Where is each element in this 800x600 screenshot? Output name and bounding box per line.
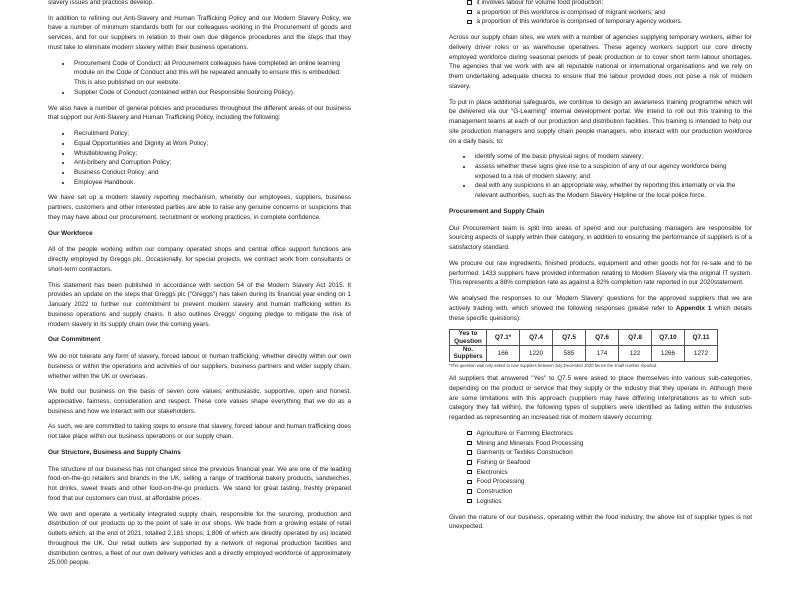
appendix-reference: Appendix 1 (675, 304, 712, 312)
list-item: • Equal Opportunities and Dignity at Work Policy; (72, 139, 351, 149)
list-item: • deal with any suspicions in an appropriate way, whether by reporting this internally or via the relevant authorities, such as the Modern Slavery Helpline or the local police force. (473, 181, 752, 200)
list-item: Logistics (473, 497, 752, 507)
list-item: • Supplier Code of Conduct (contained within our Responsible Sourcing Policy). (72, 88, 351, 98)
row-header: Yes to Question (450, 330, 487, 346)
paragraph: All of the people working within our company operated shops and central office support functions are directly employed by Greggs plc. Occasionally, for special projects, we contract work from consultants or short-term contractors. (48, 246, 351, 273)
paragraph: This statement has been published in accordance with section 54 of the Modern Slavery Act 2015. It provides an update on the steps that Greggs plc ("Greggs") has taken during its financial year ending on 1 January 2022 to further our commitment to prevent modern slavery and human trafficking within its business operations and supply chains. It also outlines Greggs' ongoing pledge to mitigate the risk of modern slavery in its supply chain over the coming years. (48, 281, 351, 328)
list-item: it involves labour for volume food production; (473, 0, 752, 8)
bullet-list (48, 129, 351, 187)
table-cell: 1272 (685, 346, 718, 362)
paragraph: To put in place additional safeguards, we continue to design an awareness training programme which will be delivered via our "G-Learning" internal development portal. We intend to roll out this training to the management teams at each of our production and distribution facilities. This training is intended to help our site production managers and supply chain people managers, who interact with our production workforce on a daily basis, to: (449, 98, 752, 145)
list-item: Construction (473, 487, 752, 497)
list-item: • identify some of the basic physical signs of modern slavery; (473, 152, 752, 162)
responses-table (449, 329, 718, 361)
table-row (450, 330, 718, 346)
paragraph: We have set up a modern slavery reporting mechanism, whereby our employees, suppliers, business partners, customers and other interested parties are able to raise any genuine concerns or suspicions that they may have about our procurement, recruitment or working practices, in complete confidence. (48, 194, 351, 221)
paragraph-text: which details these specific questions): (449, 304, 752, 322)
table-footnote: *This question was only asked to new suppliers between July-December 2020 hence the small number reported. (449, 362, 658, 368)
list-item: • Procurement Code of Conduct; all Procurement colleagues have completed an online learning module on the Code of Conduct and this will be repeated annually to ensure this is embedded. This is also published on our website. (72, 59, 351, 88)
right-column (449, 0, 752, 600)
list-item: Mining and Minerals Food Processing (473, 439, 752, 449)
list-item: • Whistleblowing Policy; (72, 149, 351, 159)
bullet-list (48, 59, 351, 98)
list-item: • Anti-bribery and Corruption Policy; (72, 158, 351, 168)
section-heading-structure: Our Structure, Business and Supply Chains (48, 448, 181, 456)
table-cell: 1220 (520, 346, 553, 362)
table-cell: 166 (487, 346, 520, 362)
left-column (48, 0, 351, 600)
section-heading-commitment: Our Commitment (48, 336, 101, 344)
section-heading-workforce: Our Workforce (48, 229, 93, 237)
list-item: Fishing or Seafood (473, 458, 752, 468)
paragraph: We do not tolerate any form of slavery, forced labour or human trafficking; whether directly within our own business or within the operations and activities of our suppliers, business partners and wider supply chain, whether within the UK or overseas. (48, 353, 351, 380)
column-header: Q7.6 (586, 330, 619, 346)
paragraph: slavery issues and practices develop. (48, 0, 154, 6)
table-cell: 174 (586, 346, 619, 362)
table-cell: 1266 (652, 346, 685, 362)
paragraph: All suppliers that answered "Yes" to Q7.5 were asked to place themselves into various sub-categories, depending on the product or service that they supply or the industry that they operate in. Although there are some limitations with this approach (suppliers may have differing interpretations as to which sub-category they fall within), the following types of suppliers were identified as falling within the industries regarded as representing an increased risk of modern slavery occurring: (449, 375, 752, 422)
paragraph: Across our supply chain sites, we work with a number of agencies supplying temporary workers, either for delivery driver roles or as warehouse operatives. These agency workers support our core directly employed workforce during seasonal periods of peak production or to cover short term labour shortages. The agencies that we work with are all reputable national or international organisations and we rely on them undertaking adequate checks to ensure that the labour provided does not pose a risk of modern slavery. (449, 34, 752, 90)
paragraph: We procure our raw ingredients, finished products, equipment and other goods not for re-sale and to be performed. 1433 suppliers have provided information relating to Modern Slavery via the original IT system. This represents a 88% completion rate as against a 82% completion rate reported in our 2020statement. (449, 259, 752, 287)
table-row (450, 346, 718, 362)
paragraph: We own and operate a vertically integrated supply chain, responsible for the sourcing, production and distribution of our products up to the point of sale in our shops. We trade from a growing estate of retail outlets which, at the end of 2021, totalled 2,181 shops; 1,806 of which are directly operated by us) located throughout the UK. Our retail outlets are supported by a network of regional production facilities and distribution centres, a fleet of our own delivery vehicles and a directly employed workforce of approximately 25,000 people. (48, 510, 351, 567)
list-item: Agriculture or Farming Electronics (473, 429, 752, 439)
table-cell: 122 (619, 346, 652, 362)
section-heading-procurement: Procurement and Supply Chain (449, 207, 545, 215)
column-header: Q7.4 (520, 330, 553, 346)
paragraph (449, 294, 752, 323)
paragraph: As such, we are committed to taking steps to ensure that slavery, forced labour and human trafficking does not take place within our business operations or our supply chain. (48, 423, 351, 441)
paragraph: Our Procurement team is split into areas of spend and our purchasing managers are responsible for sourcing aspects of supply within their category, in addition to ensuring the performance of suppliers is of a satisfactory standard. (449, 224, 752, 252)
list-item: Food Processing (473, 477, 752, 487)
column-header: Q7.11 (685, 330, 718, 346)
table-cell: 585 (553, 346, 586, 362)
list-item: • Business Conduct Policy; and (72, 168, 351, 178)
list-item: Garments or Textiles Construction (473, 448, 752, 458)
column-header: Q7.8 (619, 330, 652, 346)
row-header: No. Suppliers (450, 346, 487, 362)
list-item: Electronics (473, 468, 752, 478)
paragraph: The structure of our business has not changed since the previous financial year. We are one of the leading food-on-the-go retailers and brands in the UK, selling a range of traditional bakery products, sandwiches, hot drinks, sweet treats and other food-on-the-go products. We stand for great tasting, freshly prepared food that our customers can trust, at affordable prices. (48, 465, 351, 502)
paragraph: In addition to refining our Anti-Slavery and Human Trafficking Policy and our Modern Slavery Policy, we have a number of minimum standards both for our colleagues working in the Procurement of goods and services, and for our suppliers in relation to their own due diligence procedures and the steps that they must take to eliminate modern slavery within their business operations. (48, 14, 351, 51)
column-header: Q7.10 (652, 330, 685, 346)
list-item: a proportion of this workforce is comprised of temporary agency workers. (473, 17, 752, 27)
list-item: • assess whether these signs give rise to a suspicion of any of our agency workforce being exposed to a risk of modern slavery; and (473, 162, 752, 181)
paragraph-text: We analysed the responses to our 'Modern Slavery' questions for the approved suppliers that we are actively trading with, which showed the following responses (please refer to (449, 295, 752, 312)
list-item: • Recruitment Policy; (72, 129, 351, 139)
list-item: a proportion of this workforce is comprised of migrant workers; and (473, 8, 752, 18)
column-header: Q7.5 (553, 330, 586, 346)
bullet-list (449, 429, 752, 507)
bullet-list (449, 152, 752, 201)
paragraph: We build our business on the basis of seven core values; enthusiastic, supportive, open and honest, appreciative, fairness, consideration and respect. These core values shape everything that we do as a business and how we interact with our stakeholders. (48, 388, 351, 415)
paragraph: Given the nature of our business, operating within the food industry, the above list of supplier types is not unexpected. (449, 513, 752, 531)
paragraph: We also have a number of general policies and procedures throughout the different areas of our business that support our Anti-Slavery and Human Trafficking Policy, including the following: (48, 104, 351, 122)
list-item: • Employee Handbook. (72, 178, 351, 188)
column-header: Q7.1* (487, 330, 520, 346)
bullet-list (449, 0, 752, 27)
